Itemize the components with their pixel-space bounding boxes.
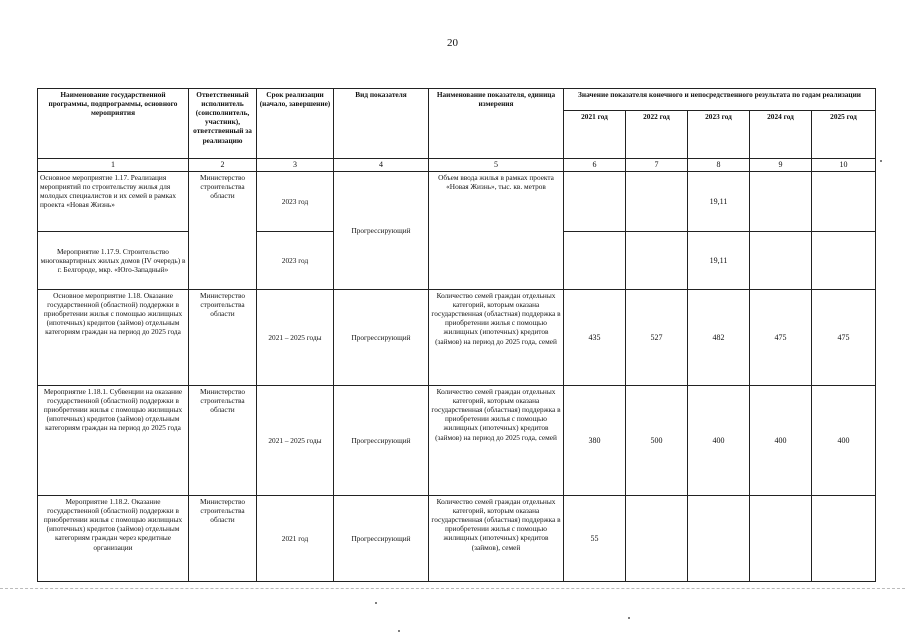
column-number: 2 <box>189 159 257 172</box>
table-row <box>38 386 876 496</box>
row-name: Мероприятие 1.18.1. Субвенции на оказание государственной (областной) поддержки в приобретении жилья с помощью жилищных (ипотечных) кредитов (займов) отдельным категориям граждан на период до 2025 года <box>38 386 189 496</box>
table-row <box>38 496 876 582</box>
row-period: 2021 – 2025 годы <box>257 290 334 386</box>
table-row <box>38 172 876 232</box>
row-value <box>626 232 688 290</box>
row-name: Основное мероприятие 1.18. Оказание государственной (областной) поддержки в приобретении жилья с помощью жилищных (ипотечных) кредитов (займов) отдельным категориям граждан на период до 2025 года <box>38 290 189 386</box>
row-executor: Министерство строительства области <box>189 386 257 496</box>
row-period: 2021 – 2025 годы <box>257 386 334 496</box>
table-row <box>38 290 876 386</box>
column-number: 7 <box>626 159 688 172</box>
header-executor: Ответственный исполнитель (соисполнитель, участник), ответственный за реализацию <box>189 89 257 159</box>
row-value <box>626 496 688 582</box>
row-value: 435 <box>564 290 626 386</box>
column-number: 5 <box>429 159 564 172</box>
column-number: 10 <box>812 159 876 172</box>
row-value <box>688 496 750 582</box>
row-executor: Министерство строительства области <box>189 496 257 582</box>
row-value: 475 <box>812 290 876 386</box>
row-value: 475 <box>750 290 812 386</box>
row-value: 500 <box>626 386 688 496</box>
row-value: 482 <box>688 290 750 386</box>
header-year: 2021 год <box>564 111 626 159</box>
row-value <box>626 172 688 232</box>
column-number: 1 <box>38 159 189 172</box>
row-value: 400 <box>812 386 876 496</box>
row-value: 19,11 <box>688 232 750 290</box>
row-kind: Прогрессирующий <box>334 386 429 496</box>
row-value <box>812 172 876 232</box>
row-name: Мероприятие 1.18.2. Оказание государственной (областной) поддержки в приобретении жилья с помощью жилищных (ипотечных) кредитов (займов) отдельным категориям граждан через кредитные организации <box>38 496 189 582</box>
row-value <box>564 232 626 290</box>
column-number: 6 <box>564 159 626 172</box>
header-indicator: Наименование показателя, единица измерения <box>429 89 564 159</box>
scan-artifact-line <box>0 588 905 592</box>
row-value <box>564 172 626 232</box>
row-kind: Прогрессирующий <box>334 496 429 582</box>
row-indicator: Количество семей граждан отдельных категорий, которым оказана государственная (областная) поддержка в приобретении жилья с помощью жилищных (ипотечных) кредитов (займов) на период до 2025 года, семей <box>429 290 564 386</box>
row-value <box>750 496 812 582</box>
row-value <box>750 232 812 290</box>
header-year: 2025 год <box>812 111 876 159</box>
column-number: 3 <box>257 159 334 172</box>
row-period: 2023 год <box>257 232 334 290</box>
row-executor: Министерство строительства области <box>189 172 257 290</box>
header-kind: Вид показателя <box>334 89 429 159</box>
row-period: 2023 год <box>257 172 334 232</box>
scan-speck <box>398 630 400 632</box>
row-executor: Министерство строительства области <box>189 290 257 386</box>
row-kind: Прогрессирующий <box>334 172 429 290</box>
header-values-group: Значение показателя конечного и непосредственного результата по годам реализации <box>564 89 876 111</box>
row-value: 19,11 <box>688 172 750 232</box>
row-value: 380 <box>564 386 626 496</box>
header-year: 2023 год <box>688 111 750 159</box>
row-value: 400 <box>750 386 812 496</box>
header-name: Наименование государственной программы, подпрограммы, основного мероприятия <box>38 89 189 159</box>
row-indicator: Количество семей граждан отдельных категорий, которым оказана государственная (областная) поддержка в приобретении жилья с помощью жилищных (ипотечных) кредитов (займов) на период до 2025 года, семей <box>429 386 564 496</box>
scan-speck <box>880 160 882 162</box>
scan-speck <box>375 602 377 604</box>
header-year: 2024 год <box>750 111 812 159</box>
row-value <box>812 232 876 290</box>
row-value: 527 <box>626 290 688 386</box>
page-number: 20 <box>447 37 458 49</box>
row-value <box>750 172 812 232</box>
column-number: 9 <box>750 159 812 172</box>
row-period: 2021 год <box>257 496 334 582</box>
header-period: Срок реализации (начало, завершение) <box>257 89 334 159</box>
row-indicator: Количество семей граждан отдельных категорий, которым оказана государственная (областная) поддержка в приобретении жилья с помощью жилищных (ипотечных) кредитов (займов), семей <box>429 496 564 582</box>
header-year: 2022 год <box>626 111 688 159</box>
column-numbers-row <box>38 159 876 172</box>
row-value <box>812 496 876 582</box>
indicators-table <box>37 88 876 582</box>
column-number: 8 <box>688 159 750 172</box>
row-name: Основное мероприятие 1.17. Реализация мероприятий по строительству жилья для молодых специалистов и их семей в рамках проекта «Новая Жизнь» <box>38 172 189 232</box>
row-value: 55 <box>564 496 626 582</box>
row-indicator: Объем ввода жилья в рамках проекта «Новая Жизнь», тыс. кв. метров <box>429 172 564 290</box>
row-value: 400 <box>688 386 750 496</box>
scan-speck <box>628 617 630 619</box>
column-number: 4 <box>334 159 429 172</box>
row-name: Мероприятие 1.17.9. Строительство многоквартирных жилых домов (IV очередь) в г. Белгороде, мкр. «Юго-Западный» <box>38 232 189 290</box>
row-kind: Прогрессирующий <box>334 290 429 386</box>
